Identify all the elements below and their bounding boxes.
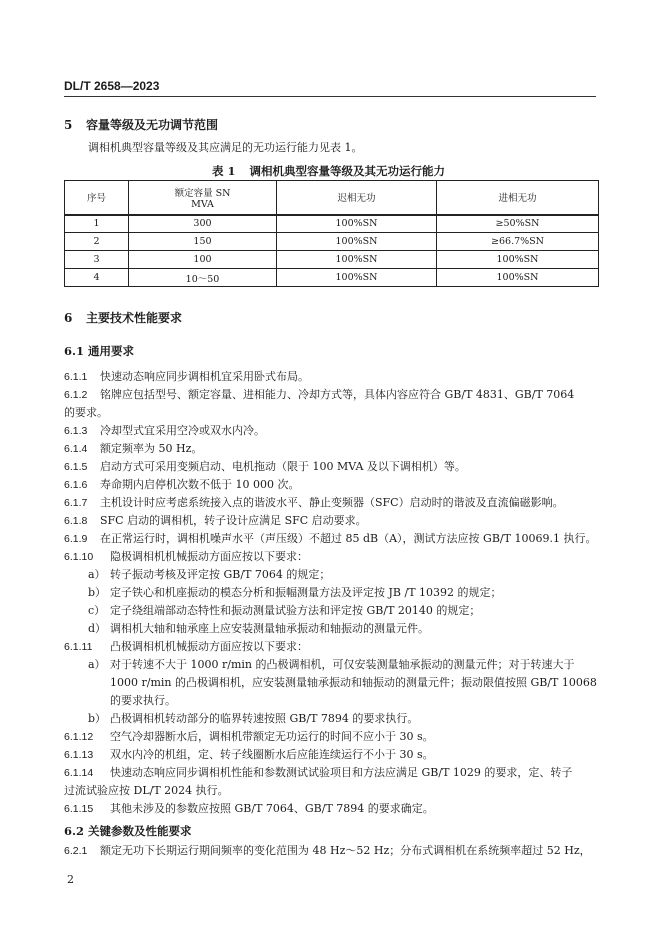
cell-lag: 100%SN (277, 233, 437, 251)
list-text: 转子振动考核及评定按 GB/T 7064 的规定； (110, 568, 331, 581)
subsection-6-1-heading (64, 343, 134, 359)
standard-code: DL/T 2658—2023 (64, 79, 160, 93)
col-seq: 序号 (65, 181, 129, 215)
clause-6-1-8 (64, 512, 598, 530)
list-marker: b） (88, 586, 107, 599)
list-text: 定子铁心和机座振动的模态分析和振幅测量方法及评定按 JB /T 10392 的规定； (110, 586, 502, 599)
table-number: 表 1 (212, 164, 236, 178)
cell-lead: ≥66.7%SN (437, 233, 599, 251)
clause-number: 6.1.7 (64, 497, 88, 509)
table-row (65, 233, 599, 251)
list-item (88, 620, 598, 638)
subsection-title: 通用要求 (88, 344, 134, 358)
clause-text: 双水内冷的机组，定、转子线圈断水后应能连续运行不小于 30 s。 (110, 748, 434, 761)
clause-text: 冷却型式宜采用空冷或双水内冷。 (100, 424, 265, 437)
clause-6-1-11 (64, 638, 598, 656)
clause-text: 主机设计时应考虑系统接入点的谐波水平、静止变频器（SFC）启动时的谐波及直流偏磁影响。 (100, 496, 564, 509)
col-capacity-line1: 额定容量 SN (174, 187, 231, 199)
list-item (88, 656, 598, 674)
clause-6-1-6 (64, 476, 598, 494)
cell-capacity: 10～50 (129, 269, 277, 287)
subsection-title: 关键参数及性能要求 (88, 824, 192, 838)
capacity-table (64, 180, 599, 287)
cell-lag: 100%SN (277, 251, 437, 269)
list-item (88, 602, 598, 620)
page-number: 2 (67, 873, 74, 886)
section-5-heading (64, 116, 218, 133)
clause-text: 凸极调相机机械振动方面应按以下要求： (110, 640, 308, 653)
clause-text: 快速动态响应同步调相机性能和参数测试试验项目和方法应满足 GB/T 1029 的要求，定、转子 (110, 766, 573, 779)
clause-6-2-1 (64, 842, 598, 860)
subsection-6-2-heading (64, 823, 192, 839)
clause-number: 6.1.5 (64, 461, 88, 473)
clause-6-1-7 (64, 494, 598, 512)
clause-number: 6.1.2 (64, 389, 88, 401)
cell-lag: 100%SN (277, 269, 437, 287)
col-capacity-line2: MVA (191, 198, 214, 210)
clause-number: 6.1.8 (64, 515, 88, 527)
clause-number: 6.1.13 (64, 749, 94, 761)
clause-6-1-4 (64, 440, 598, 458)
clause-text: 额定无功下长期运行期间频率的变化范围为 48 Hz～52 Hz；分布式调相机在系统频率超过 52 Hz， (100, 844, 591, 857)
list-marker: a） (88, 658, 106, 671)
subsection-number: 6.2 (64, 824, 85, 838)
clause-number: 6.1.15 (64, 803, 94, 815)
list-marker: c） (88, 604, 106, 617)
list-marker: b） (88, 712, 107, 725)
table-row (65, 215, 599, 233)
subsection-number: 6.1 (64, 344, 85, 358)
clause-6-1-10 (64, 548, 598, 566)
col-capacity (129, 181, 277, 215)
clause-text: 隐极调相机机械振动方面应按以下要求： (110, 550, 308, 563)
list-item-continuation: 1000 r/min 的凸极调相机，应安装测量轴承振动和轴振动的测量元件；振动限值按照 GB/T 10068 (110, 676, 597, 689)
cell-lead: ≥50%SN (437, 215, 599, 233)
list-item (88, 710, 598, 728)
cell-seq: 4 (65, 269, 129, 287)
table-caption (212, 163, 445, 179)
section-number: 5 (64, 118, 73, 132)
clause-text: 在正常运行时，调相机噪声水平（声压级）不超过 85 dB（A），测试方法应按 GB/T 10069.1 执行。 (100, 532, 597, 545)
cell-capacity: 300 (129, 215, 277, 233)
clause-number: 6.1.1 (64, 371, 88, 383)
cell-lead: 100%SN (437, 251, 599, 269)
clause-6-1-9 (64, 530, 598, 548)
clause-number: 6.1.3 (64, 425, 88, 437)
col-lag: 迟相无功 (277, 181, 437, 215)
cell-lag: 100%SN (277, 215, 437, 233)
section-number: 6 (64, 311, 73, 325)
list-item-continuation: 的要求执行。 (110, 694, 176, 707)
list-text: 对于转速不大于 1000 r/min 的凸极调相机，可仅安装测量轴承振动的测量元件；对于转速大于 (110, 658, 575, 671)
clause-number: 6.2.1 (64, 845, 88, 857)
table-title: 调相机典型容量等级及其无功运行能力 (249, 164, 446, 178)
clause-text: 启动方式可采用变频启动、电机拖动（限于 100 MVA 及以下调相机）等。 (100, 460, 466, 473)
clause-6-1-2-continuation: 的要求。 (64, 406, 108, 419)
clause-text: SFC 启动的调相机，转子设计应满足 SFC 启动要求。 (100, 514, 367, 527)
cell-seq: 1 (65, 215, 129, 233)
list-marker: d） (88, 622, 107, 635)
clause-number: 6.1.9 (64, 533, 88, 545)
clause-number: 6.1.10 (64, 551, 94, 563)
clause-number: 6.1.11 (64, 641, 93, 653)
cell-capacity: 100 (129, 251, 277, 269)
clause-text: 空气冷却器断水后，调相机带额定无功运行的时间不应小于 30 s。 (110, 730, 434, 743)
table-row (65, 269, 599, 287)
cell-seq: 2 (65, 233, 129, 251)
list-text: 定子绕组端部动态特性和振动测量试验方法和评定按 GB/T 20140 的规定； (110, 604, 481, 617)
clause-6-1-5 (64, 458, 598, 476)
clause-number: 6.1.12 (64, 731, 94, 743)
header-divider (64, 96, 596, 97)
cell-lead: 100%SN (437, 269, 599, 287)
clause-6-1-2 (64, 386, 598, 404)
section-title: 主要技术性能要求 (86, 311, 183, 325)
section-title: 容量等级及无功调节范围 (86, 118, 219, 132)
clause-text: 铭牌应包括型号、额定容量、进相能力、冷却方式等，具体内容应符合 GB/T 4831、GB/T 7064 (100, 388, 575, 401)
clause-text: 其他未涉及的参数应按照 GB/T 7064、GB/T 7894 的要求确定。 (110, 802, 434, 815)
clause-text: 寿命期内启停机次数不低于 10 000 次。 (100, 478, 300, 491)
table-header-row (65, 181, 599, 215)
list-item (88, 584, 598, 602)
col-lead: 进相无功 (437, 181, 599, 215)
clause-text: 额定频率为 50 Hz。 (100, 442, 203, 455)
section-5-intro: 调相机典型容量等级及其应满足的无功运行能力见表 1。 (88, 141, 363, 154)
list-item (88, 566, 598, 584)
clause-6-1-3 (64, 422, 598, 440)
clause-text: 快速动态响应同步调相机宜采用卧式布局。 (100, 370, 309, 383)
clause-6-1-15 (64, 800, 598, 818)
cell-seq: 3 (65, 251, 129, 269)
clause-6-1-13 (64, 746, 598, 764)
list-marker: a） (88, 568, 106, 581)
clause-number: 6.1.14 (64, 767, 94, 779)
list-text: 调相机大轴和轴承座上应安装测量轴承振动和轴振动的测量元件。 (110, 622, 429, 635)
clause-6-1-14 (64, 764, 598, 782)
clause-6-1-1 (64, 368, 598, 386)
clause-number: 6.1.4 (64, 443, 88, 455)
section-6-heading (64, 309, 182, 326)
clause-number: 6.1.6 (64, 479, 88, 491)
clause-6-1-12 (64, 728, 598, 746)
table-row (65, 251, 599, 269)
list-text: 凸极调相机转动部分的临界转速按照 GB/T 7894 的要求执行。 (110, 712, 419, 725)
cell-capacity: 150 (129, 233, 277, 251)
clause-6-1-14-continuation: 过流试验应按 DL/T 2024 执行。 (64, 784, 229, 797)
